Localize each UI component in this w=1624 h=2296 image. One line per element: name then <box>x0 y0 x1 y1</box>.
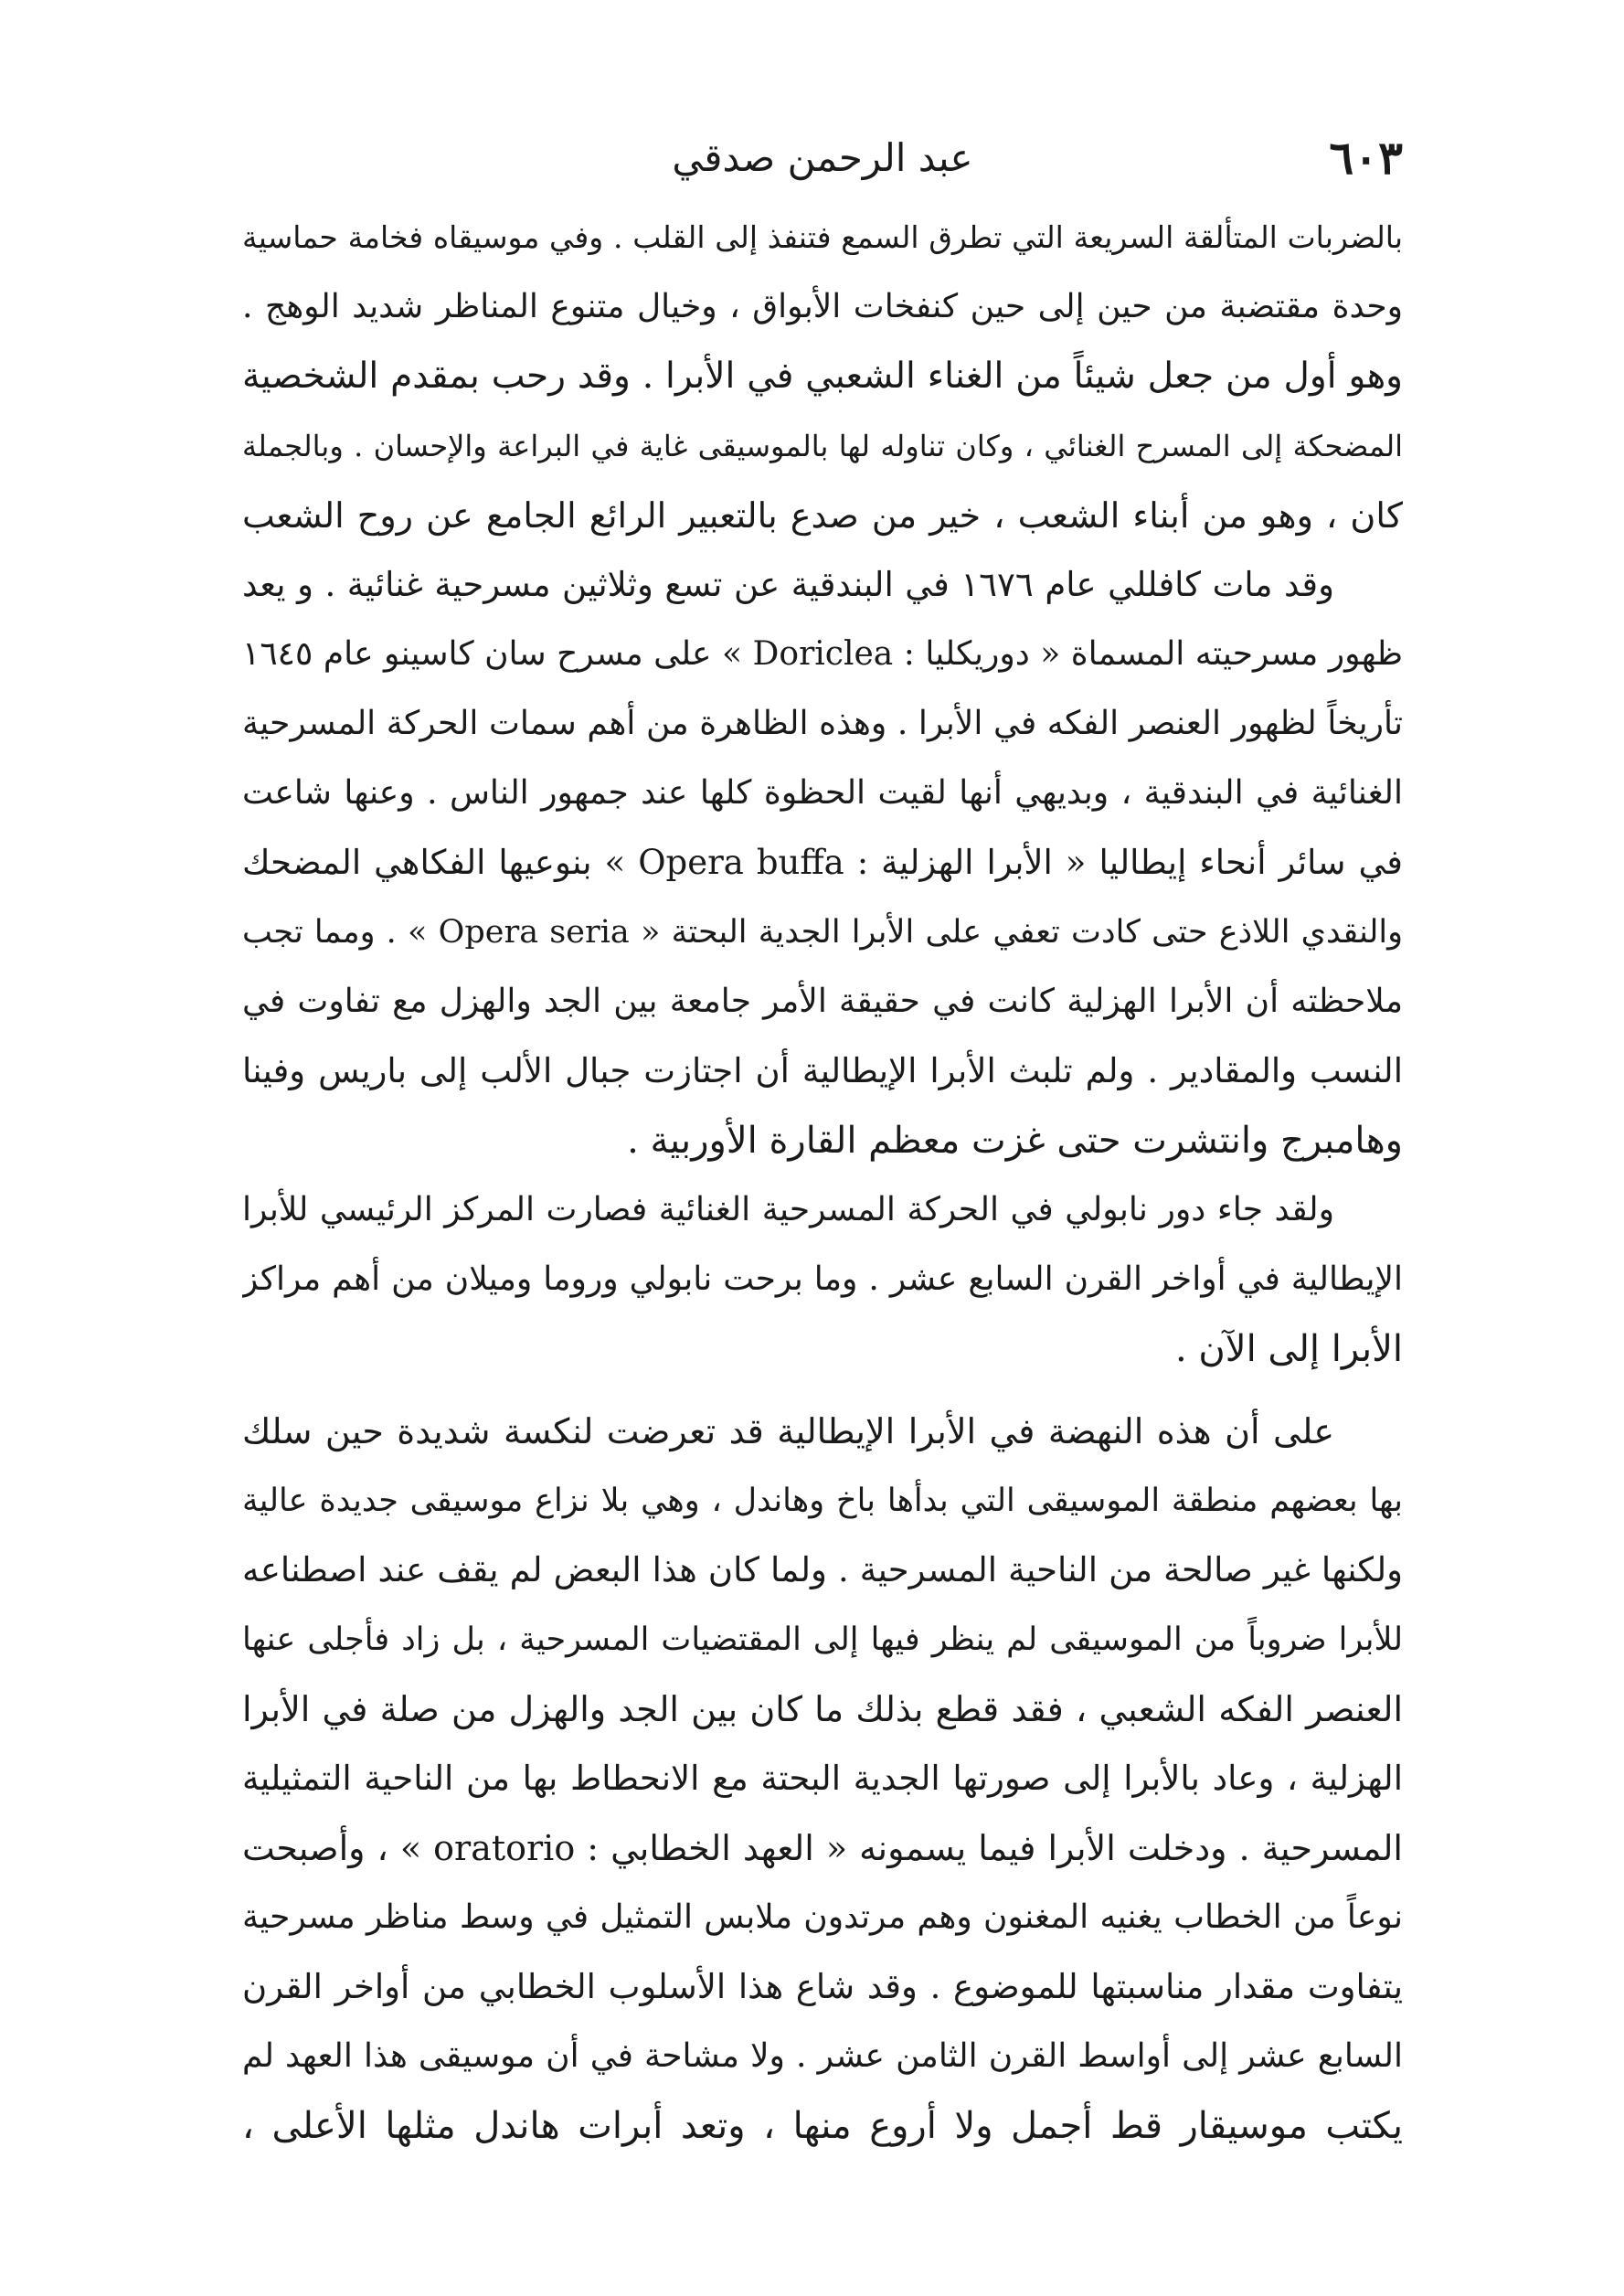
text-line: للأبرا ضروباً من الموسيقى لم ينظر فيها إلى المقتضيات المسرحية ، بل زاد فأجلى عنها <box>242 1621 1403 1658</box>
text-line: المضحكة إلى المسرح الغنائي ، وكان تناوله لها بالموسيقى غاية في البراعة والإحسان . وبالجملة <box>242 429 1403 463</box>
text-line: في سائر أنحاء إيطاليا « الأبرا الهزلية : Opera buffa » بنوعيها الفكاهي المضحك <box>242 843 1403 882</box>
text-line: النسب والمقادير . ولم تلبث الأبرا الإيطالية أن اجتازت جبال الألب إلى باريس وفينا <box>242 1051 1403 1090</box>
text-line: والنقدي اللاذع حتى كادت تعفي على الأبرا الجدية البحتة « Opera seria » . ومما تجب <box>242 914 1403 951</box>
page-number: ٦٠٣ <box>1329 131 1403 185</box>
text-line: بالضربات المتألقة السريعة التي تطرق السمع فتنفذ إلى القلب . وفي موسيقاه فخامة حماسية <box>242 219 1403 255</box>
paragraph <box>242 550 1403 1175</box>
text-line: السابع عشر إلى أواسط القرن الثامن عشر . ولا مشاحة في أن موسيقى هذا العهد لم <box>242 2037 1403 2075</box>
text-line: ولقد جاء دور نابولي في الحركة المسرحية الغنائية فصارت المركز الرئيسي للأبرا <box>242 1191 1334 1228</box>
text-line: المسرحية . ودخلت الأبرا فيما يسمونه « العهد الخطابي : oratorio » ، وأصبحت <box>242 1828 1403 1868</box>
text-line: وهامبرج وانتشرت حتى غزت معظم القارة الأوربية . <box>627 1120 1403 1162</box>
text-line: الغنائية في البندقية ، وبديهي أنها لقيت الحظوة كلها عند جمهور الناس . وعنها شاعت <box>242 774 1403 812</box>
text-line: بها بعضهم منطقة الموسيقى التي بدأها باخ وهاندل ، وهي بلا نزاع موسيقى جديدة عالية <box>242 1483 1403 1519</box>
paragraph <box>242 1175 1403 1384</box>
text-line: يتفاوت مقدار مناسبتها للموضوع . وقد شاع هذا الأسلوب الخطابي من أواخر القرن <box>242 1967 1403 2006</box>
running-head: عبد الرحمن صدقي <box>672 135 973 180</box>
text-line: على أن هذه النهضة في الأبرا الإيطالية قد تعرضت لنكسة شديدة حين سلك <box>242 1411 1334 1451</box>
text-line: يكتب موسيقار قط أجمل ولا أروع منها ، وتعد أبرات هاندل مثلها الأعلى ، <box>242 2105 1403 2147</box>
paragraph <box>242 1397 1403 2161</box>
text-line: تأريخاً لظهور العنصر الفكه في الأبرا . وهذه الظاهرة من أهم سمات الحركة المسرحية <box>242 705 1403 742</box>
text-line: ملاحظته أن الأبرا الهزلية كانت في حقيقة الأمر جامعة بين الجد والهزل مع تفاوت في <box>242 983 1403 1020</box>
text-line: وحدة مقتضبة من حين إلى حين كنفخات الأبواق ، وخيال متنوع المناظر شديد الوهج . <box>242 288 1403 325</box>
text-line: العنصر الفكه الشعبي ، فقد قطع بذلك ما كان بين الجد والهزل من صلة في الأبرا <box>242 1689 1403 1729</box>
paragraph <box>242 203 1403 550</box>
text-line: ظهور مسرحيته المسماة « دوريكليا : Doriclea » على مسرح سان كاسينو عام ١٦٤٥ <box>242 635 1403 673</box>
text-line: وهو أول من جعل شيئاً من الغناء الشعبي في الأبرا . وقد رحب بمقدم الشخصية <box>242 356 1403 397</box>
text-line: نوعاً من الخطاب يغنيه المغنون وهم مرتدون ملابس التمثيل في وسط مناظر مسرحية <box>242 1898 1403 1936</box>
text-line: ولكنها غير صالحة من الناحية المسرحية . ولما كان هذا البعض لم يقف عند اصطناعه <box>242 1550 1403 1589</box>
text-line: وقد مات كافللي عام ١٦٧٦ في البندقية عن تسع وثلاثين مسرحية غنائية . و يعد <box>242 565 1334 604</box>
text-line: الأبرا إلى الآن . <box>1174 1328 1403 1370</box>
page-header <box>242 126 1403 190</box>
text-line: الهزلية ، وعاد بالأبرا إلى صورتها الجدية البحتة مع الانحطاط بها من الناحية التمثيلية <box>242 1759 1403 1798</box>
text-line: الإيطالية في أواخر القرن السابع عشر . وما برحت نابولي وروما وميلان من أهم مراكز <box>242 1260 1403 1298</box>
body-text <box>242 203 1403 2161</box>
text-line: كان ، وهو من أبناء الشعب ، خير من صدع بالتعبير الرائع الجامع عن روح الشعب <box>242 495 1403 536</box>
